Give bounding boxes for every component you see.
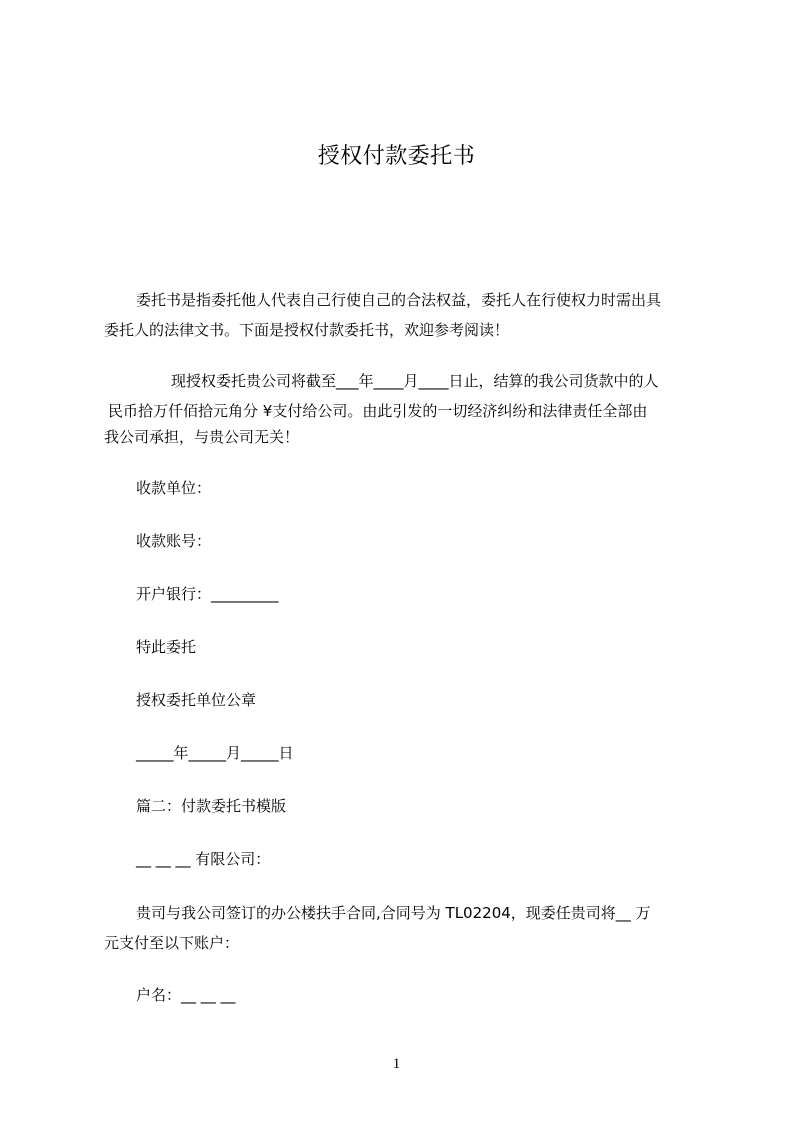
bank-label: 开户银行：_________ <box>136 585 279 603</box>
intro-line-2: 委托人的法律文书。下面是授权付款委托书，欢迎参考阅读！ <box>104 321 510 339</box>
body-line-1: 现授权委托贵公司将截至___年____月____日止，结算的我公司货款中的人 <box>171 372 659 390</box>
contract-line-2: 元支付至以下账户： <box>104 934 240 952</box>
company-line: __ __ __ 有限公司： <box>136 850 271 868</box>
intro-line-1: 委托书是指委托他人代表自己行使自己的合法权益，委托人在行使权力时需出具 <box>136 291 662 309</box>
contract-line-1: 贵司与我公司签订的办公楼扶手合同,合同号为 TL02204，现委任贵司将__ 万 <box>136 904 651 922</box>
section-2-title: 篇二：付款委托书模版 <box>136 797 287 815</box>
body-line-3: 我公司承担，与贵公司无关！ <box>104 428 300 446</box>
body-line-2: 民币拾万仟佰拾元角分 ¥支付给公司。由此引发的一切经济纠纷和法律责任全部由 <box>108 402 648 420</box>
payee-unit-label: 收款单位： <box>136 479 212 497</box>
account-name-line: 户名：__ __ __ <box>136 986 236 1004</box>
payee-account-label: 收款账号： <box>136 532 212 550</box>
seal-text: 授权委托单位公章 <box>136 691 257 709</box>
date-line: _____年_____月_____日 <box>136 744 294 762</box>
page-number: 1 <box>392 1056 401 1072</box>
special-text: 特此委托 <box>136 638 197 656</box>
document-title: 授权付款委托书 <box>317 144 476 169</box>
